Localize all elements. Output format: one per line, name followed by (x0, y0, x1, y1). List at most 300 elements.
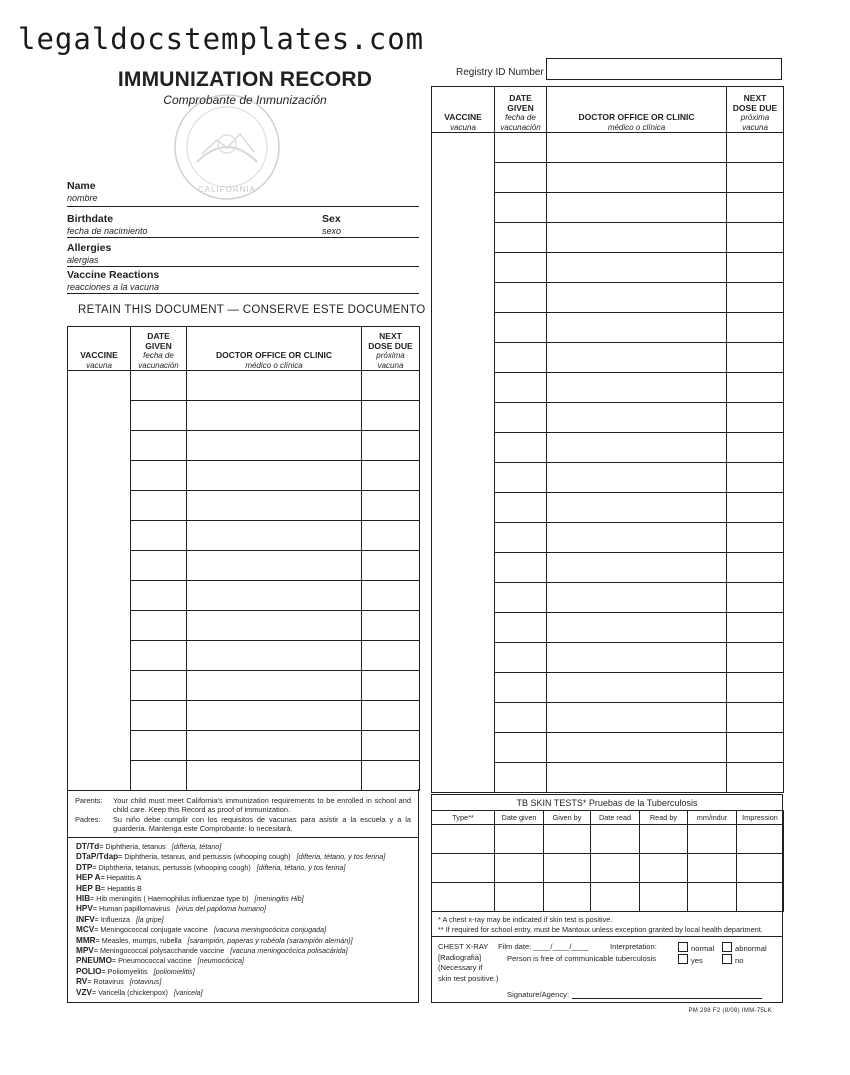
table-cell[interactable] (547, 343, 727, 373)
sex-label: Sex (322, 213, 341, 225)
legend-spanish: [poliomielitis] (153, 966, 195, 976)
table-row (432, 253, 784, 283)
date-given-col-header-right: DATE GIVEN fecha de vacunación (495, 87, 547, 133)
legend-english: = Human papillomavirus (92, 904, 171, 914)
table-cell[interactable] (727, 343, 784, 373)
tb-col-header: Read by (640, 811, 688, 825)
table-cell[interactable] (187, 671, 362, 701)
retain-notice: RETAIN THIS DOCUMENT — CONSERVE ESTE DOCUMENTO (78, 304, 426, 316)
table-row (68, 371, 420, 401)
table-cell[interactable] (640, 825, 688, 854)
table-cell[interactable] (495, 673, 547, 703)
tb-note-2: ** If required for school entry, must be Mantoux unless exception granted by local health department. (438, 925, 763, 934)
table-cell[interactable] (131, 491, 187, 521)
table-cell[interactable] (547, 433, 727, 463)
legend-english: = Diphtheria, tetanus, pertussis (whooping cough) (92, 862, 251, 872)
legend-english: = Measles, mumps, rubella (95, 935, 182, 945)
table-cell[interactable] (495, 643, 547, 673)
table-cell[interactable] (547, 133, 727, 163)
table-cell[interactable] (362, 641, 420, 671)
table-cell[interactable] (432, 193, 495, 223)
legend-spanish: [la gripe] (136, 914, 164, 924)
legend-item (76, 915, 385, 925)
table-cell[interactable] (495, 763, 547, 793)
table-cell[interactable] (547, 643, 727, 673)
yes-checkbox[interactable] (678, 954, 688, 964)
table-cell[interactable] (495, 433, 547, 463)
signature-label: Signature/Agency: (507, 990, 570, 999)
table-cell[interactable] (737, 883, 784, 912)
table-cell[interactable] (187, 461, 362, 491)
table-cell[interactable] (547, 463, 727, 493)
vaccine-reactions-label: Vaccine Reactions (67, 269, 160, 281)
table-row (432, 854, 784, 883)
table-cell[interactable] (131, 611, 187, 641)
normal-option[interactable]: normal (678, 942, 714, 953)
table-cell[interactable] (727, 583, 784, 613)
registry-id-label: Registry ID Number (456, 67, 544, 78)
table-cell[interactable] (547, 253, 727, 283)
vaccine-reactions-sublabel: reacciones a la vacuna (67, 282, 160, 292)
table-cell[interactable] (727, 223, 784, 253)
no-checkbox[interactable] (722, 954, 732, 964)
table-cell[interactable] (727, 763, 784, 793)
table-cell[interactable] (727, 133, 784, 163)
table-row (68, 431, 420, 461)
table-cell[interactable] (495, 613, 547, 643)
legend-item (76, 863, 385, 873)
legend-divider (67, 837, 419, 838)
table-cell[interactable] (547, 613, 727, 643)
table-cell[interactable] (131, 371, 187, 401)
left-vaccine-table (67, 326, 420, 791)
table-cell[interactable] (727, 673, 784, 703)
legend-english: = Hepatitis B (100, 883, 142, 893)
parents-notice: Parents: Your child must meet California's immunization requirements to be enrolled in school and child care. Keep this Record as proof of immunization. Padres: Su niño debe cumplir con los requisitos de vacunas para asistir a la escuela y a la guardería. Mantenga este Comprobante: lo necesitará. (75, 796, 411, 833)
legend-english: = Pneumococcal vaccine (111, 956, 192, 966)
table-cell[interactable] (544, 854, 591, 883)
table-row (432, 673, 784, 703)
legend-item (76, 977, 385, 987)
birthdate-sublabel: fecha de nacimiento (67, 226, 148, 236)
document-title: IMMUNIZATION RECORD (117, 68, 373, 91)
legend-spanish: [difteria, tétano, y tos ferina] (256, 862, 346, 872)
form-number: PM 298 F2 (8/08) IMM-75LK (688, 1008, 772, 1014)
table-cell[interactable] (68, 521, 131, 551)
table-cell[interactable] (432, 613, 495, 643)
table-row (432, 463, 784, 493)
legend-item (76, 936, 385, 946)
table-cell[interactable] (727, 403, 784, 433)
table-cell[interactable] (131, 521, 187, 551)
table-cell[interactable] (727, 163, 784, 193)
table-cell[interactable] (432, 825, 495, 854)
xray-divider (431, 936, 783, 937)
allergies-field[interactable] (67, 266, 419, 267)
table-cell[interactable] (547, 733, 727, 763)
table-row (432, 883, 784, 912)
table-cell[interactable] (547, 313, 727, 343)
table-cell[interactable] (131, 701, 187, 731)
table-cell[interactable] (737, 825, 784, 854)
film-date-field[interactable]: Film date: ____/____/____ (498, 942, 589, 951)
table-cell[interactable] (495, 703, 547, 733)
table-cell[interactable] (547, 523, 727, 553)
table-cell[interactable] (68, 731, 131, 761)
next-dose-col-header-right: NEXT DOSE DUE próxima vacuna (727, 87, 784, 133)
table-cell[interactable] (688, 854, 737, 883)
legend-spanish: [neumocócica] (197, 956, 244, 966)
table-cell[interactable] (495, 193, 547, 223)
table-cell[interactable] (547, 583, 727, 613)
table-cell[interactable] (432, 283, 495, 313)
legend-item (76, 904, 385, 914)
table-cell[interactable] (727, 643, 784, 673)
table-cell[interactable] (547, 373, 727, 403)
table-cell[interactable] (495, 825, 544, 854)
table-cell[interactable] (187, 761, 362, 791)
sex-sublabel: sexo (322, 226, 342, 236)
tb-table (431, 810, 784, 912)
vaccine-col-header-right: VACCINE vacuna (432, 87, 495, 133)
table-cell[interactable] (640, 883, 688, 912)
xray-label-es: [Radiografiá] (438, 952, 482, 962)
doctor-col-header-right: DOCTOR OFFICE OR CLINIC médico o clínica (547, 87, 727, 133)
table-cell[interactable] (362, 521, 420, 551)
tb-col-header: Type** (432, 811, 495, 825)
table-cell[interactable] (362, 401, 420, 431)
table-cell[interactable] (362, 491, 420, 521)
table-cell[interactable] (547, 283, 727, 313)
table-cell[interactable] (432, 373, 495, 403)
table-row (432, 553, 784, 583)
table-cell[interactable] (495, 854, 544, 883)
table-cell[interactable] (362, 581, 420, 611)
table-row (432, 283, 784, 313)
table-cell[interactable] (432, 583, 495, 613)
table-cell[interactable] (68, 371, 131, 401)
table-cell[interactable] (727, 313, 784, 343)
table-row (432, 493, 784, 523)
table-cell[interactable] (362, 431, 420, 461)
xray-necessary-2: skin test positive.) (438, 973, 499, 983)
table-cell[interactable] (591, 883, 640, 912)
table-cell[interactable] (640, 854, 688, 883)
table-cell[interactable] (432, 403, 495, 433)
table-cell[interactable] (432, 163, 495, 193)
table-cell[interactable] (131, 671, 187, 701)
table-cell[interactable] (362, 731, 420, 761)
table-row (432, 643, 784, 673)
table-cell[interactable] (727, 493, 784, 523)
table-cell[interactable] (362, 611, 420, 641)
table-cell[interactable] (362, 761, 420, 791)
legend-abbr: HEP A (76, 873, 101, 883)
table-cell[interactable] (495, 373, 547, 403)
table-cell[interactable] (187, 521, 362, 551)
tb-col-header: Date given (495, 811, 544, 825)
table-cell[interactable] (432, 313, 495, 343)
legend-spanish: [difteria, tétano, y tos ferina] (296, 852, 386, 862)
table-cell[interactable] (591, 825, 640, 854)
table-cell[interactable] (68, 761, 131, 791)
yes-option[interactable]: yes (678, 954, 703, 965)
svg-text:CALIFORNIA: CALIFORNIA (197, 185, 257, 194)
registry-id-field[interactable] (546, 58, 782, 80)
table-row (432, 613, 784, 643)
tb-notes (438, 915, 763, 935)
table-cell[interactable] (362, 701, 420, 731)
no-option[interactable]: no (722, 954, 743, 965)
legend-abbr: MPV (76, 946, 94, 956)
table-cell[interactable] (727, 613, 784, 643)
table-cell[interactable] (547, 223, 727, 253)
legend-english: = Rotavirus (87, 977, 124, 987)
abnormal-option[interactable]: abnormal (722, 942, 767, 953)
table-row (432, 343, 784, 373)
table-row (68, 521, 420, 551)
table-row (432, 583, 784, 613)
legend-item (76, 852, 385, 862)
legend-spanish: [vacuna meningocócica polisacárida] (230, 946, 348, 956)
table-cell[interactable] (727, 523, 784, 553)
table-cell[interactable] (547, 193, 727, 223)
legend-abbr: RV (76, 977, 88, 987)
table-cell[interactable] (547, 403, 727, 433)
table-cell[interactable] (68, 641, 131, 671)
table-row (432, 825, 784, 854)
table-cell[interactable] (544, 825, 591, 854)
table-cell[interactable] (495, 223, 547, 253)
table-row (432, 523, 784, 553)
table-cell[interactable] (495, 523, 547, 553)
table-cell[interactable] (688, 825, 737, 854)
signature-field[interactable] (572, 998, 762, 999)
table-cell[interactable] (68, 551, 131, 581)
table-cell[interactable] (432, 433, 495, 463)
table-cell[interactable] (495, 553, 547, 583)
table-row (432, 163, 784, 193)
table-cell[interactable] (68, 581, 131, 611)
table-cell[interactable] (131, 641, 187, 671)
table-cell[interactable] (131, 431, 187, 461)
table-cell[interactable] (495, 403, 547, 433)
table-cell[interactable] (187, 611, 362, 641)
table-cell[interactable] (68, 611, 131, 641)
table-cell[interactable] (727, 553, 784, 583)
table-cell[interactable] (362, 461, 420, 491)
legend-item (76, 873, 385, 883)
xray-necessary: (Necessary if (438, 963, 483, 972)
table-cell[interactable] (737, 854, 784, 883)
table-cell[interactable] (68, 401, 131, 431)
table-cell[interactable] (131, 461, 187, 491)
tb-col-header: mm/indur (688, 811, 737, 825)
legend-english: = Meningococcal conjugate vaccine (94, 925, 208, 935)
tb-note-1: * A chest x-ray may be indicated if skin test is positive. (438, 915, 613, 924)
table-cell[interactable] (187, 491, 362, 521)
legend-abbr: HIB (76, 894, 91, 904)
table-cell[interactable] (547, 703, 727, 733)
name-field[interactable] (67, 206, 419, 207)
table-cell[interactable] (432, 343, 495, 373)
legend-english: = Diphtheria, tetanus (99, 842, 166, 851)
table-cell[interactable] (362, 551, 420, 581)
table-cell[interactable] (495, 283, 547, 313)
allergies-label: Allergies (67, 242, 112, 254)
table-cell[interactable] (495, 733, 547, 763)
right-vaccine-table (431, 86, 784, 793)
legend-abbr: HEP B (76, 883, 101, 893)
table-cell[interactable] (495, 493, 547, 523)
table-row (432, 433, 784, 463)
table-cell[interactable] (432, 463, 495, 493)
table-cell[interactable] (727, 253, 784, 283)
table-row (432, 373, 784, 403)
legend-spanish: [vacuna meningocócica conjugada] (213, 925, 327, 935)
xray-label: CHEST X-RAY (438, 942, 489, 951)
table-row (432, 193, 784, 223)
table-row (68, 491, 420, 521)
legend-english: = Poliomyelitis (101, 966, 148, 976)
tb-col-header: Date read (591, 811, 640, 825)
legend-item (76, 884, 385, 894)
table-cell[interactable] (187, 431, 362, 461)
table-cell[interactable] (68, 671, 131, 701)
legend-spanish: [meningitis Hib] (254, 894, 304, 904)
legend-abbr: PNEUMO (76, 956, 112, 966)
table-cell[interactable] (495, 253, 547, 283)
legend-abbr: MCV (76, 925, 95, 935)
birthdate-sex-field[interactable] (67, 237, 419, 238)
legend-item (76, 842, 385, 852)
table-cell[interactable] (495, 463, 547, 493)
table-cell[interactable] (187, 401, 362, 431)
table-row (432, 703, 784, 733)
name-label: Name (67, 180, 96, 192)
document-subtitle: Comprobante de Inmunización (163, 93, 327, 107)
table-cell[interactable] (432, 133, 495, 163)
table-cell[interactable] (131, 401, 187, 431)
table-cell[interactable] (727, 463, 784, 493)
legend-english: = Hib meningitis ( Haemophilus influenzae type b) (90, 894, 249, 904)
vaccine-col-header: VACCINE vacuna (68, 327, 131, 371)
legend-item (76, 988, 385, 998)
table-cell[interactable] (495, 133, 547, 163)
table-row (68, 551, 420, 581)
table-cell[interactable] (68, 431, 131, 461)
table-row (68, 401, 420, 431)
table-row (432, 223, 784, 253)
table-cell[interactable] (547, 163, 727, 193)
table-cell[interactable] (131, 581, 187, 611)
table-cell[interactable] (432, 253, 495, 283)
table-cell[interactable] (362, 671, 420, 701)
name-sublabel: nombre (67, 193, 98, 203)
table-row (432, 133, 784, 163)
table-cell[interactable] (68, 701, 131, 731)
table-cell[interactable] (727, 703, 784, 733)
legend-item (76, 967, 385, 977)
table-cell[interactable] (68, 461, 131, 491)
allergies-sublabel: alergias (67, 255, 99, 265)
tb-col-header: Impression (737, 811, 784, 825)
table-cell[interactable] (495, 583, 547, 613)
table-cell[interactable] (495, 883, 544, 912)
table-cell[interactable] (688, 883, 737, 912)
legend-abbr: POLIO (76, 966, 102, 976)
table-row (432, 313, 784, 343)
table-cell[interactable] (432, 553, 495, 583)
legend-abbr: DTP (76, 862, 93, 872)
table-cell[interactable] (432, 854, 495, 883)
table-cell[interactable] (68, 491, 131, 521)
table-cell[interactable] (727, 373, 784, 403)
table-cell[interactable] (432, 703, 495, 733)
table-cell[interactable] (495, 313, 547, 343)
table-cell[interactable] (591, 854, 640, 883)
xray-label-block (438, 942, 498, 984)
table-cell[interactable] (432, 883, 495, 912)
table-cell[interactable] (362, 371, 420, 401)
table-cell[interactable] (432, 673, 495, 703)
legend-abbr: INFV (76, 914, 95, 924)
table-cell[interactable] (495, 343, 547, 373)
table-row (432, 763, 784, 793)
table-cell[interactable] (187, 701, 362, 731)
table-row (68, 701, 420, 731)
table-cell[interactable] (131, 551, 187, 581)
vaccine-reactions-field[interactable] (67, 293, 419, 294)
table-cell[interactable] (131, 731, 187, 761)
table-cell[interactable] (187, 551, 362, 581)
table-cell[interactable] (187, 371, 362, 401)
legend-abbr: HPV (76, 904, 93, 914)
table-cell[interactable] (187, 581, 362, 611)
table-cell[interactable] (547, 763, 727, 793)
abnormal-checkbox[interactable] (722, 942, 732, 952)
table-cell[interactable] (432, 493, 495, 523)
tb-section-title: TB SKIN TESTS* Pruebas de la Tuberculosis (516, 798, 698, 808)
vaccine-legend (76, 842, 385, 998)
legend-spanish: [varicela] (173, 987, 203, 997)
table-cell[interactable] (131, 761, 187, 791)
legend-spanish: [virus del papiloma humano] (176, 904, 267, 914)
table-cell[interactable] (432, 643, 495, 673)
legend-english: = Meningococcal polysaccharide vaccine (93, 946, 225, 956)
table-cell[interactable] (187, 731, 362, 761)
table-cell[interactable] (495, 163, 547, 193)
tb-col-header: Given by (544, 811, 591, 825)
table-cell[interactable] (432, 763, 495, 793)
table-cell[interactable] (432, 733, 495, 763)
table-cell[interactable] (727, 733, 784, 763)
table-cell[interactable] (547, 553, 727, 583)
table-cell[interactable] (544, 883, 591, 912)
normal-checkbox[interactable] (678, 942, 688, 952)
table-cell[interactable] (187, 641, 362, 671)
table-cell[interactable] (727, 433, 784, 463)
table-cell[interactable] (727, 193, 784, 223)
table-cell[interactable] (547, 493, 727, 523)
date-given-col-header: DATE GIVEN fecha de vacunación (131, 327, 187, 371)
table-row (432, 733, 784, 763)
table-cell[interactable] (727, 283, 784, 313)
table-row (68, 641, 420, 671)
table-cell[interactable] (547, 673, 727, 703)
table-cell[interactable] (432, 523, 495, 553)
table-cell[interactable] (432, 223, 495, 253)
